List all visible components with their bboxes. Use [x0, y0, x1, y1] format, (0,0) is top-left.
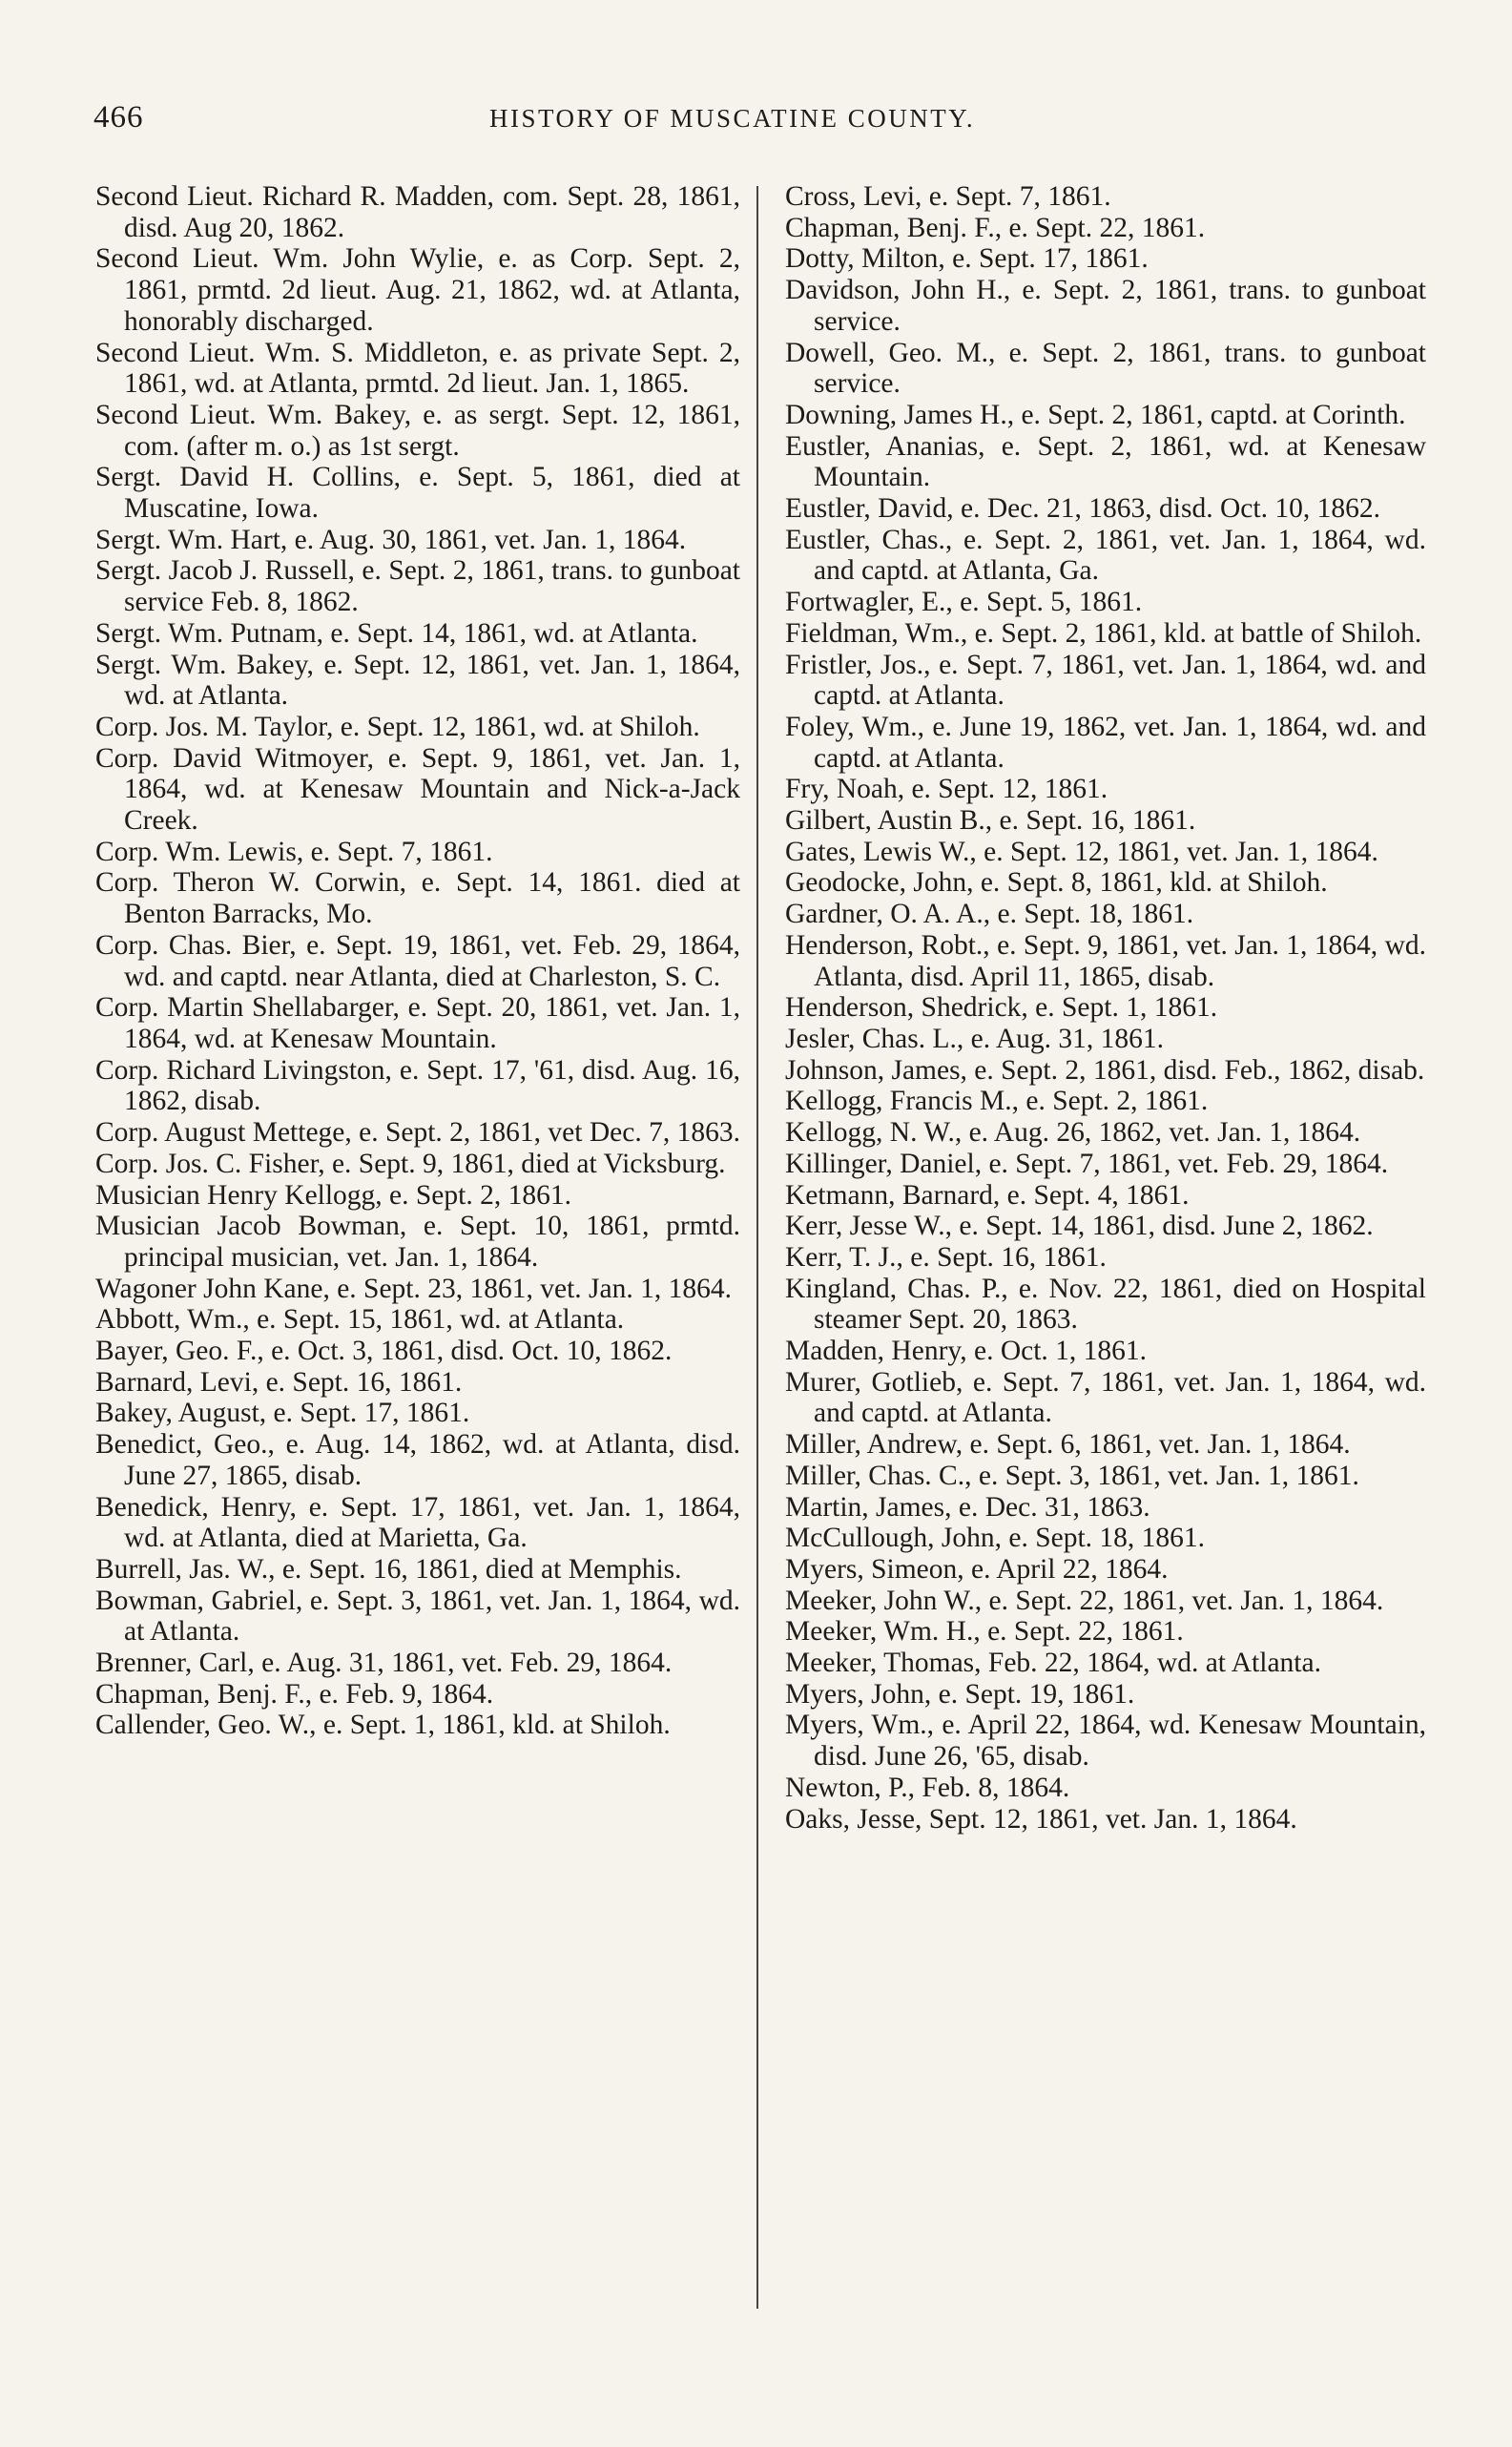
roster-entry: Foley, Wm., e. June 19, 1862, vet. Jan. 1, 1864, wd. and captd. at Atlanta. [785, 711, 1426, 774]
roster-entry: Henderson, Shedrick, e. Sept. 1, 1861. [785, 992, 1218, 1024]
roster-entry: Meeker, Wm. H., e. Sept. 22, 1861. [785, 1616, 1184, 1648]
roster-entry: Corp. Martin Shellabarger, e. Sept. 20, 1861, vet. Jan. 1, 1864, wd. at Kenesaw Mountain. [95, 992, 740, 1054]
roster-entry: Corp. Theron W. Corwin, e. Sept. 14, 1861. died at Benton Barracks, Mo. [95, 867, 740, 930]
roster-entry: Murer, Gotlieb, e. Sept. 7, 1861, vet. Jan. 1, 1864, wd. and captd. at Atlanta. [785, 1366, 1426, 1429]
roster-entry: Martin, James, e. Dec. 31, 1863. [785, 1491, 1150, 1523]
roster-entry: Meeker, John W., e. Sept. 22, 1861, vet. Jan. 1, 1864. [785, 1585, 1384, 1616]
roster-entry: Chapman, Benj. F., e. Feb. 9, 1864. [95, 1678, 494, 1710]
roster-entry: Second Lieut. Richard R. Madden, com. Sept. 28, 1861, disd. Aug 20, 1862. [95, 181, 740, 243]
roster-entry: Corp. David Witmoyer, e. Sept. 9, 1861, vet. Jan. 1, 1864, wd. at Kenesaw Mountain and Nick-a-Jack Creek. [95, 742, 740, 837]
roster-entry: Ketmann, Barnard, e. Sept. 4, 1861. [785, 1179, 1190, 1211]
roster-entry: Eustler, Ananias, e. Sept. 2, 1861, wd. at Kenesaw Mountain. [785, 430, 1426, 493]
roster-entry: Second Lieut. Wm. Bakey, e. as sergt. Sept. 12, 1861, com. (after m. o.) as 1st sergt. [95, 399, 740, 462]
roster-entry: Sergt. Jacob J. Russell, e. Sept. 2, 1861, trans. to gunboat service Feb. 8, 1862. [95, 555, 740, 618]
roster-entry: Meeker, Thomas, Feb. 22, 1864, wd. at Atlanta. [785, 1648, 1321, 1679]
roster-entry: Gardner, O. A. A., e. Sept. 18, 1861. [785, 899, 1194, 930]
roster-entry: Burrell, Jas. W., e. Sept. 16, 1861, died at Memphis. [95, 1553, 682, 1585]
roster-entry: Myers, John, e. Sept. 19, 1861. [785, 1678, 1135, 1710]
roster-entry: Eustler, Chas., e. Sept. 2, 1861, vet. Jan. 1, 1864, wd. and captd. at Atlanta, Ga. [785, 524, 1426, 587]
roster-entry: Corp. Richard Livingston, e. Sept. 17, '61, disd. Aug. 16, 1862, disab. [95, 1054, 740, 1117]
roster-entry: Myers, Wm., e. April 22, 1864, wd. Kenesaw Mountain, disd. June 26, '65, disab. [785, 1710, 1426, 1773]
page-number: 466 [93, 100, 144, 135]
page-header [93, 100, 1421, 142]
roster-entry: Dowell, Geo. M., e. Sept. 2, 1861, trans. to gunboat service. [785, 337, 1426, 400]
roster-entry: Benedick, Henry, e. Sept. 17, 1861, vet. Jan. 1, 1864, wd. at Atlanta, died at Marietta, Ga. [95, 1491, 740, 1554]
roster-entry: Benedict, Geo., e. Aug. 14, 1862, wd. at Atlanta, disd. June 27, 1865, disab. [95, 1429, 740, 1491]
roster-entry: Sergt. Wm. Putnam, e. Sept. 14, 1861, wd. at Atlanta. [95, 617, 698, 649]
roster-entry: Kellogg, Francis M., e. Sept. 2, 1861. [785, 1086, 1209, 1117]
roster-entry: Sergt. Wm. Hart, e. Aug. 30, 1861, vet. Jan. 1, 1864. [95, 524, 687, 555]
roster-entry: Miller, Chas. C., e. Sept. 3, 1861, vet. Jan. 1, 1861. [785, 1460, 1359, 1491]
roster-entry: McCullough, John, e. Sept. 18, 1861. [785, 1523, 1206, 1554]
roster-entry: Fristler, Jos., e. Sept. 7, 1861, vet. Jan. 1, 1864, wd. and captd. at Atlanta. [785, 649, 1426, 712]
roster-entry: Corp. Jos. C. Fisher, e. Sept. 9, 1861, died at Vicksburg. [95, 1148, 726, 1179]
running-title: HISTORY OF MUSCATINE COUNTY. [489, 104, 976, 133]
roster-entry: Oaks, Jesse, Sept. 12, 1861, vet. Jan. 1, 1864. [785, 1803, 1297, 1835]
roster-entry: Bowman, Gabriel, e. Sept. 3, 1861, vet. Jan. 1, 1864, wd. at Atlanta. [95, 1585, 740, 1648]
column-divider [756, 186, 758, 2309]
roster-entry: Kingland, Chas. P., e. Nov. 22, 1861, died on Hospital steamer Sept. 20, 1863. [785, 1273, 1426, 1336]
roster-entry: Henderson, Robt., e. Sept. 9, 1861, vet. Jan. 1, 1864, wd. Atlanta, disd. April 11, 1865, disab. [785, 929, 1426, 992]
roster-entry: Corp. Chas. Bier, e. Sept. 19, 1861, vet. Feb. 29, 1864, wd. and captd. near Atlanta, died at Charleston, S. C. [95, 929, 740, 992]
roster-entry: Fieldman, Wm., e. Sept. 2, 1861, kld. at battle of Shiloh. [785, 617, 1422, 649]
roster-entry: Johnson, James, e. Sept. 2, 1861, disd. Feb., 1862, disab. [785, 1054, 1425, 1086]
roster-entry: Second Lieut. Wm. John Wylie, e. as Corp. Sept. 2, 1861, prmtd. 2d lieut. Aug. 21, 1862, wd. at Atlanta, honorably discharged. [95, 243, 740, 337]
roster-entry: Corp. August Mettege, e. Sept. 2, 1861, vet Dec. 7, 1863. [95, 1117, 740, 1149]
roster-entry: Myers, Simeon, e. April 22, 1864. [785, 1553, 1169, 1585]
roster-entry: Brenner, Carl, e. Aug. 31, 1861, vet. Feb. 29, 1864. [95, 1648, 673, 1679]
roster-entry: Chapman, Benj. F., e. Sept. 22, 1861. [785, 212, 1206, 243]
roster-entry: Downing, James H., e. Sept. 2, 1861, captd. at Corinth. [785, 399, 1406, 430]
roster-entry: Geodocke, John, e. Sept. 8, 1861, kld. at Shiloh. [785, 867, 1328, 899]
roster-entry: Musician Jacob Bowman, e. Sept. 10, 1861, prmtd. principal musician, vet. Jan. 1, 1864. [95, 1211, 740, 1273]
roster-entry: Killinger, Daniel, e. Sept. 7, 1861, vet. Feb. 29, 1864. [785, 1148, 1389, 1179]
roster-entry: Kellogg, N. W., e. Aug. 26, 1862, vet. Jan. 1, 1864. [785, 1117, 1361, 1149]
roster-entry: Fry, Noah, e. Sept. 12, 1861. [785, 774, 1108, 805]
right-column [785, 181, 1426, 1835]
roster-entry: Jesler, Chas. L., e. Aug. 31, 1861. [785, 1023, 1165, 1054]
roster-entry: Eustler, David, e. Dec. 21, 1863, disd. Oct. 10, 1862. [785, 493, 1380, 525]
roster-entry: Callender, Geo. W., e. Sept. 1, 1861, kld. at Shiloh. [95, 1710, 671, 1741]
roster-entry: Dotty, Milton, e. Sept. 17, 1861. [785, 243, 1149, 275]
roster-entry: Madden, Henry, e. Oct. 1, 1861. [785, 1336, 1148, 1367]
roster-entry: Cross, Levi, e. Sept. 7, 1861. [785, 181, 1111, 212]
left-column [95, 181, 740, 1741]
roster-entry: Barnard, Levi, e. Sept. 16, 1861. [95, 1366, 463, 1398]
roster-entry: Gilbert, Austin B., e. Sept. 16, 1861. [785, 805, 1196, 837]
roster-entry: Sergt. David H. Collins, e. Sept. 5, 1861, died at Muscatine, Iowa. [95, 462, 740, 525]
roster-entry: Gates, Lewis W., e. Sept. 12, 1861, vet. Jan. 1, 1864. [785, 836, 1378, 867]
roster-entry: Sergt. Wm. Bakey, e. Sept. 12, 1861, vet. Jan. 1, 1864, wd. at Atlanta. [95, 649, 740, 712]
roster-entry: Kerr, Jesse W., e. Sept. 14, 1861, disd. June 2, 1862. [785, 1211, 1374, 1242]
roster-entry: Davidson, John H., e. Sept. 2, 1861, trans. to gunboat service. [785, 275, 1426, 337]
roster-entry: Wagoner John Kane, e. Sept. 23, 1861, vet. Jan. 1, 1864. [95, 1273, 732, 1304]
roster-entry: Corp. Wm. Lewis, e. Sept. 7, 1861. [95, 836, 493, 867]
roster-entry: Fortwagler, E., e. Sept. 5, 1861. [785, 587, 1143, 618]
roster-entry: Corp. Jos. M. Taylor, e. Sept. 12, 1861, wd. at Shiloh. [95, 711, 700, 742]
roster-entry: Abbott, Wm., e. Sept. 15, 1861, wd. at Atlanta. [95, 1304, 625, 1336]
roster-entry: Kerr, T. J., e. Sept. 16, 1861. [785, 1241, 1107, 1273]
roster-entry: Bayer, Geo. F., e. Oct. 3, 1861, disd. Oct. 10, 1862. [95, 1336, 673, 1367]
roster-entry: Second Lieut. Wm. S. Middleton, e. as private Sept. 2, 1861, wd. at Atlanta, prmtd. 2d lieut. Jan. 1, 1865. [95, 337, 740, 400]
roster-entry: Musician Henry Kellogg, e. Sept. 2, 1861. [95, 1179, 571, 1211]
roster-entry: Miller, Andrew, e. Sept. 6, 1861, vet. Jan. 1, 1864. [785, 1429, 1351, 1461]
roster-entry: Bakey, August, e. Sept. 17, 1861. [95, 1398, 470, 1429]
roster-entry: Newton, P., Feb. 8, 1864. [785, 1772, 1070, 1803]
